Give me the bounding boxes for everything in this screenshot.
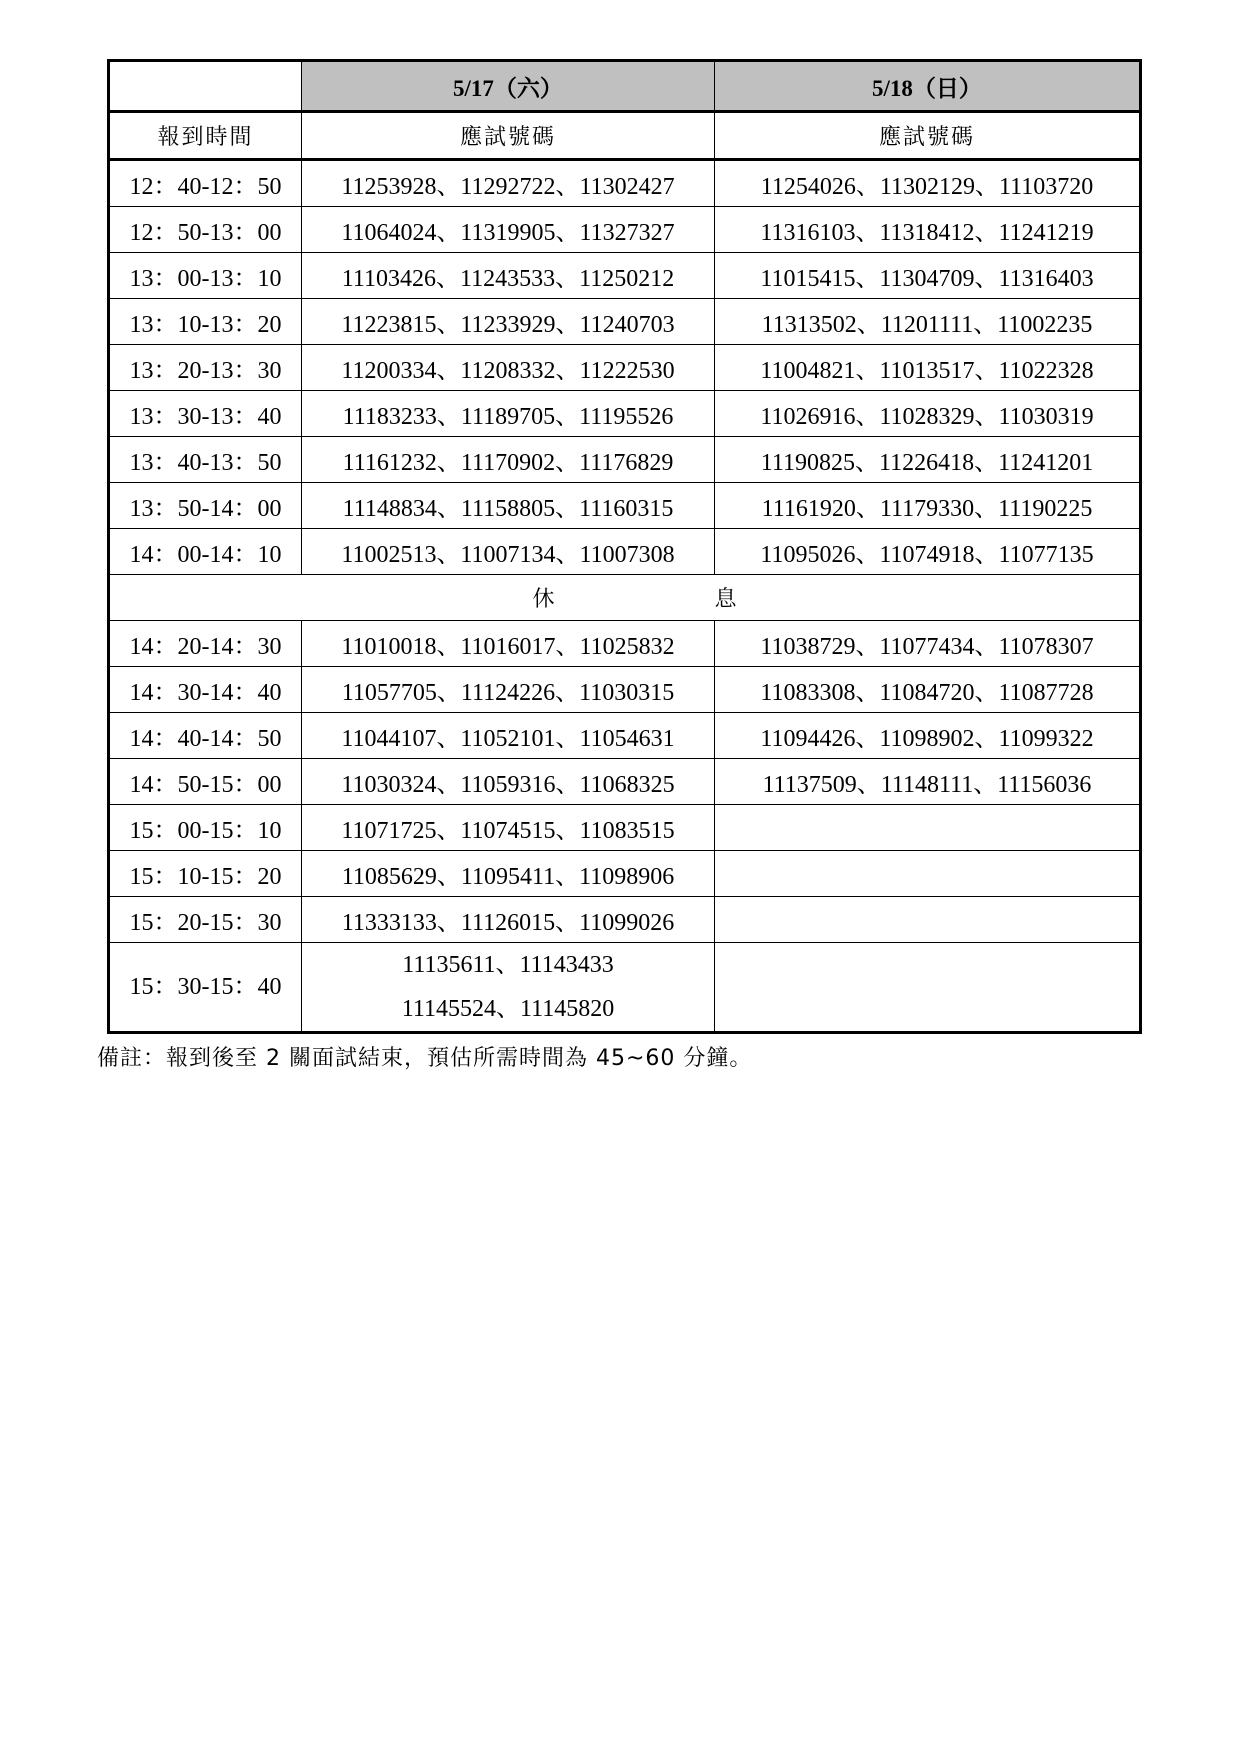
report-time-cell: 14：40-14：50 — [109, 713, 302, 759]
report-time-cell: 14：00-14：10 — [109, 529, 302, 575]
day1-ids-cell: 11010018、11016017、11025832 — [302, 621, 715, 667]
report-time-cell: 14：50-15：00 — [109, 759, 302, 805]
interview-schedule-table — [107, 59, 1142, 1034]
footnote: 備註：報到後至 2 關面試結束，預估所需時間為 45~60 分鐘。 — [97, 1046, 753, 1071]
day1-ids-cell: 11071725、11074515、11083515 — [302, 805, 715, 851]
report-time-cell: 15：00-15：10 — [109, 805, 302, 851]
report-time-cell: 14：30-14：40 — [109, 667, 302, 713]
report-time-cell: 15：20-15：30 — [109, 897, 302, 943]
table-row — [109, 483, 1141, 529]
day2-ids-cell: 11038729、11077434、11078307 — [715, 621, 1141, 667]
report-time-cell: 13：10-13：20 — [109, 299, 302, 345]
table-row — [109, 667, 1141, 713]
day2-ids-cell — [715, 943, 1141, 1033]
report-time-cell: 14：20-14：30 — [109, 621, 302, 667]
day1-ids-line: 11145524、11145820 — [401, 996, 615, 1022]
table-row — [109, 160, 1141, 207]
table-row — [109, 207, 1141, 253]
table-row — [109, 345, 1141, 391]
table-row — [109, 299, 1141, 345]
day2-ids-cell: 11313502、11201111、11002235 — [715, 299, 1141, 345]
report-time-cell: 12：50-13：00 — [109, 207, 302, 253]
table-row — [109, 759, 1141, 805]
day1-ids-cell: 11064024、11319905、11327327 — [302, 207, 715, 253]
break-cell — [109, 575, 1141, 621]
day1-ids-cell: 11044107、11052101、11054631 — [302, 713, 715, 759]
day2-ids-cell: 11094426、11098902、11099322 — [715, 713, 1141, 759]
day2-ids-cell: 11004821、11013517、11022328 — [715, 345, 1141, 391]
break-row — [109, 575, 1141, 621]
day1-date-header: 5/17（六） — [302, 61, 715, 112]
table-row — [109, 253, 1141, 299]
table-row — [109, 621, 1141, 667]
report-time-cell: 13：00-13：10 — [109, 253, 302, 299]
report-time-cell: 13：30-13：40 — [109, 391, 302, 437]
day1-ids-cell: 11333133、11126015、11099026 — [302, 897, 715, 943]
report-time-cell: 15：10-15：20 — [109, 851, 302, 897]
day1-ids-label: 應試號碼 — [302, 112, 715, 160]
table-row — [109, 851, 1141, 897]
day1-ids-cell: 11223815、11233929、11240703 — [302, 299, 715, 345]
schedule-sheet — [107, 59, 1142, 1034]
column-label-row — [109, 112, 1141, 160]
day2-ids-cell: 11083308、11084720、11087728 — [715, 667, 1141, 713]
day2-ids-cell: 11015415、11304709、11316403 — [715, 253, 1141, 299]
date-header-row — [109, 61, 1141, 112]
break-label-left: 休 — [532, 587, 555, 612]
day1-ids-cell: 11183233、11189705、11195526 — [302, 391, 715, 437]
day2-ids-cell: 11026916、11028329、11030319 — [715, 391, 1141, 437]
day2-ids-label: 應試號碼 — [715, 112, 1141, 160]
day2-ids-cell — [715, 851, 1141, 897]
break-label-right: 息 — [714, 587, 737, 612]
day1-ids-line: 11135611、11143433 — [402, 952, 614, 978]
table-row — [109, 437, 1141, 483]
day1-ids-cell — [302, 943, 715, 1033]
day1-ids-cell: 11002513、11007134、11007308 — [302, 529, 715, 575]
header-corner-cell — [109, 61, 302, 112]
day2-ids-cell: 11316103、11318412、11241219 — [715, 207, 1141, 253]
table-row — [109, 897, 1141, 943]
day2-ids-cell: 11161920、11179330、11190225 — [715, 483, 1141, 529]
day2-ids-cell — [715, 805, 1141, 851]
day1-ids-cell: 11253928、11292722、11302427 — [302, 160, 715, 207]
day2-ids-cell: 11254026、11302129、11103720 — [715, 160, 1141, 207]
day1-ids-cell: 11057705、11124226、11030315 — [302, 667, 715, 713]
table-row — [109, 713, 1141, 759]
table-row — [109, 391, 1141, 437]
report-time-cell: 12：40-12：50 — [109, 160, 302, 207]
day1-ids-cell: 11103426、11243533、11250212 — [302, 253, 715, 299]
day1-ids-cell: 11030324、11059316、11068325 — [302, 759, 715, 805]
day1-ids-cell: 11161232、11170902、11176829 — [302, 437, 715, 483]
table-row — [109, 529, 1141, 575]
report-time-cell: 13：40-13：50 — [109, 437, 302, 483]
day2-ids-cell: 11190825、11226418、11241201 — [715, 437, 1141, 483]
table-row — [109, 943, 1141, 1033]
day2-date-header: 5/18（日） — [715, 61, 1141, 112]
day1-ids-cell: 11085629、11095411、11098906 — [302, 851, 715, 897]
day2-ids-cell: 11095026、11074918、11077135 — [715, 529, 1141, 575]
day2-ids-cell: 11137509、11148111、11156036 — [715, 759, 1141, 805]
report-time-cell: 13：50-14：00 — [109, 483, 302, 529]
report-time-cell: 13：20-13：30 — [109, 345, 302, 391]
day1-ids-cell: 11200334、11208332、11222530 — [302, 345, 715, 391]
table-row — [109, 805, 1141, 851]
report-time-cell: 15：30-15：40 — [109, 943, 302, 1033]
day2-ids-cell — [715, 897, 1141, 943]
day1-ids-cell: 11148834、11158805、11160315 — [302, 483, 715, 529]
report-time-label: 報到時間 — [109, 112, 302, 160]
